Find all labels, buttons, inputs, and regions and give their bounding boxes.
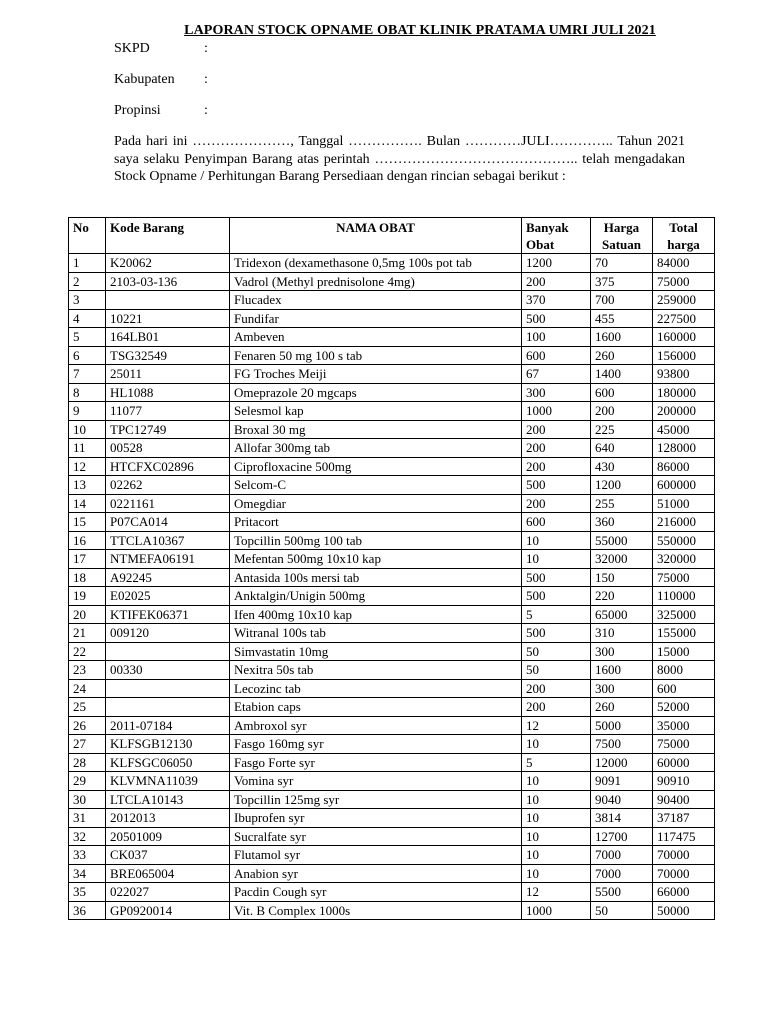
- cell-banyak-obat: 67: [522, 365, 591, 384]
- cell-harga-satuan: 360: [591, 513, 653, 532]
- cell-nama-obat: Flutamol syr: [230, 846, 522, 865]
- table-row: [69, 809, 715, 828]
- cell-nama-obat: Ifen 400mg 10x10 kap: [230, 605, 522, 624]
- table-row: [69, 587, 715, 606]
- cell-kode-barang: [106, 698, 230, 717]
- cell-harga-satuan: 32000: [591, 550, 653, 569]
- cell-nama-obat: Lecozinc tab: [230, 679, 522, 698]
- table-row: [69, 827, 715, 846]
- cell-kode-barang: KLFSGC06050: [106, 753, 230, 772]
- table-row: [69, 309, 715, 328]
- cell-banyak-obat: 300: [522, 383, 591, 402]
- cell-nama-obat: Topcillin 125mg syr: [230, 790, 522, 809]
- cell-no: 30: [69, 790, 106, 809]
- cell-nama-obat: Fasgo 160mg syr: [230, 735, 522, 754]
- table-row: [69, 661, 715, 680]
- cell-kode-barang: HL1088: [106, 383, 230, 402]
- cell-nama-obat: Ambeven: [230, 328, 522, 347]
- cell-harga-satuan: 300: [591, 679, 653, 698]
- cell-total-harga: 325000: [653, 605, 715, 624]
- cell-no: 16: [69, 531, 106, 550]
- cell-harga-satuan: 150: [591, 568, 653, 587]
- cell-banyak-obat: 100: [522, 328, 591, 347]
- cell-banyak-obat: 200: [522, 679, 591, 698]
- table-row: [69, 753, 715, 772]
- cell-no: 13: [69, 476, 106, 495]
- cell-nama-obat: Selesmol kap: [230, 402, 522, 421]
- cell-kode-barang: NTMEFA06191: [106, 550, 230, 569]
- cell-nama-obat: Anktalgin/Unigin 500mg: [230, 587, 522, 606]
- cell-total-harga: 50000: [653, 901, 715, 920]
- cell-banyak-obat: 50: [522, 661, 591, 680]
- cell-harga-satuan: 455: [591, 309, 653, 328]
- cell-banyak-obat: 10: [522, 735, 591, 754]
- cell-banyak-obat: 200: [522, 420, 591, 439]
- cell-banyak-obat: 1000: [522, 901, 591, 920]
- cell-nama-obat: Broxal 30 mg: [230, 420, 522, 439]
- cell-no: 27: [69, 735, 106, 754]
- cell-no: 12: [69, 457, 106, 476]
- cell-total-harga: 51000: [653, 494, 715, 513]
- cell-harga-satuan: 600: [591, 383, 653, 402]
- cell-harga-satuan: 310: [591, 624, 653, 643]
- cell-total-harga: 90400: [653, 790, 715, 809]
- cell-kode-barang: 25011: [106, 365, 230, 384]
- cell-banyak-obat: 200: [522, 698, 591, 717]
- intro-paragraph: Pada hari ini …………………, Tanggal ……………. Bulan …………JULI………….. Tahun 2021 saya selaku Penyimpan Barang atas perintah …………………………………….. telah mengadakan Stock Opname / Perhitungan Barang Persediaan dengan rincian sebagai berikut :: [114, 134, 685, 184]
- cell-no: 15: [69, 513, 106, 532]
- cell-total-harga: 128000: [653, 439, 715, 458]
- cell-kode-barang: CK037: [106, 846, 230, 865]
- cell-no: 6: [69, 346, 106, 365]
- cell-banyak-obat: 1200: [522, 254, 591, 273]
- cell-kode-barang: KTIFEK06371: [106, 605, 230, 624]
- table-header-row: [69, 218, 715, 254]
- cell-nama-obat: Simvastatin 10mg: [230, 642, 522, 661]
- cell-banyak-obat: 370: [522, 291, 591, 310]
- cell-kode-barang: 20501009: [106, 827, 230, 846]
- cell-harga-satuan: 1600: [591, 328, 653, 347]
- table-row: [69, 457, 715, 476]
- table-row: [69, 328, 715, 347]
- header-total-harga: Total harga: [653, 218, 715, 254]
- table-row: [69, 494, 715, 513]
- table-row: [69, 513, 715, 532]
- cell-banyak-obat: 10: [522, 550, 591, 569]
- cell-banyak-obat: 500: [522, 309, 591, 328]
- cell-no: 32: [69, 827, 106, 846]
- cell-total-harga: 45000: [653, 420, 715, 439]
- cell-no: 24: [69, 679, 106, 698]
- table-row: [69, 476, 715, 495]
- cell-nama-obat: Omegdiar: [230, 494, 522, 513]
- cell-nama-obat: Ciprofloxacine 500mg: [230, 457, 522, 476]
- meta-label: Kabupaten: [114, 72, 175, 87]
- cell-no: 23: [69, 661, 106, 680]
- cell-no: 18: [69, 568, 106, 587]
- header-no: No: [69, 218, 106, 254]
- cell-harga-satuan: 430: [591, 457, 653, 476]
- cell-no: 36: [69, 901, 106, 920]
- cell-no: 26: [69, 716, 106, 735]
- cell-no: 8: [69, 383, 106, 402]
- cell-nama-obat: Allofar 300mg tab: [230, 439, 522, 458]
- document-title: LAPORAN STOCK OPNAME OBAT KLINIK PRATAMA UMRI JULI 2021: [184, 23, 656, 38]
- table-row: [69, 698, 715, 717]
- cell-nama-obat: Selcom-C: [230, 476, 522, 495]
- cell-banyak-obat: 200: [522, 494, 591, 513]
- cell-nama-obat: Vit. B Complex 1000s: [230, 901, 522, 920]
- cell-kode-barang: KLFSGB12130: [106, 735, 230, 754]
- cell-no: 14: [69, 494, 106, 513]
- cell-banyak-obat: 500: [522, 568, 591, 587]
- cell-total-harga: 93800: [653, 365, 715, 384]
- table-row: [69, 735, 715, 754]
- cell-banyak-obat: 600: [522, 346, 591, 365]
- cell-nama-obat: Pacdin Cough syr: [230, 883, 522, 902]
- cell-no: 29: [69, 772, 106, 791]
- cell-nama-obat: Fasgo Forte syr: [230, 753, 522, 772]
- cell-total-harga: 35000: [653, 716, 715, 735]
- table-row: [69, 365, 715, 384]
- cell-no: 17: [69, 550, 106, 569]
- cell-total-harga: 75000: [653, 272, 715, 291]
- cell-total-harga: 70000: [653, 864, 715, 883]
- cell-kode-barang: A92245: [106, 568, 230, 587]
- cell-no: 35: [69, 883, 106, 902]
- cell-nama-obat: Flucadex: [230, 291, 522, 310]
- cell-total-harga: 66000: [653, 883, 715, 902]
- cell-kode-barang: TTCLA10367: [106, 531, 230, 550]
- cell-no: 2: [69, 272, 106, 291]
- cell-total-harga: 227500: [653, 309, 715, 328]
- cell-nama-obat: Mefentan 500mg 10x10 kap: [230, 550, 522, 569]
- cell-banyak-obat: 5: [522, 605, 591, 624]
- cell-total-harga: 259000: [653, 291, 715, 310]
- table-row: [69, 383, 715, 402]
- table-row: [69, 568, 715, 587]
- cell-banyak-obat: 500: [522, 476, 591, 495]
- stock-table: [68, 217, 715, 920]
- cell-banyak-obat: 500: [522, 624, 591, 643]
- cell-harga-satuan: 1200: [591, 476, 653, 495]
- header-nama-obat: NAMA OBAT: [230, 218, 522, 254]
- cell-no: 9: [69, 402, 106, 421]
- cell-harga-satuan: 12700: [591, 827, 653, 846]
- cell-total-harga: 156000: [653, 346, 715, 365]
- cell-banyak-obat: 10: [522, 772, 591, 791]
- cell-nama-obat: Fundifar: [230, 309, 522, 328]
- header-banyak-obat: Banyak Obat: [522, 218, 591, 254]
- meta-separator: :: [204, 41, 208, 56]
- cell-harga-satuan: 375: [591, 272, 653, 291]
- cell-harga-satuan: 225: [591, 420, 653, 439]
- cell-harga-satuan: 9040: [591, 790, 653, 809]
- cell-total-harga: 550000: [653, 531, 715, 550]
- cell-kode-barang: E02025: [106, 587, 230, 606]
- cell-kode-barang: 022027: [106, 883, 230, 902]
- cell-kode-barang: 009120: [106, 624, 230, 643]
- cell-banyak-obat: 200: [522, 272, 591, 291]
- cell-harga-satuan: 55000: [591, 531, 653, 550]
- cell-total-harga: 52000: [653, 698, 715, 717]
- cell-harga-satuan: 255: [591, 494, 653, 513]
- cell-banyak-obat: 12: [522, 883, 591, 902]
- cell-harga-satuan: 220: [591, 587, 653, 606]
- cell-nama-obat: Antasida 100s mersi tab: [230, 568, 522, 587]
- cell-nama-obat: Anabion syr: [230, 864, 522, 883]
- cell-total-harga: 600000: [653, 476, 715, 495]
- cell-kode-barang: [106, 291, 230, 310]
- cell-nama-obat: Etabion caps: [230, 698, 522, 717]
- cell-kode-barang: 2103-03-136: [106, 272, 230, 291]
- table-row: [69, 864, 715, 883]
- table-row: [69, 883, 715, 902]
- cell-banyak-obat: 10: [522, 531, 591, 550]
- cell-kode-barang: LTCLA10143: [106, 790, 230, 809]
- cell-banyak-obat: 1000: [522, 402, 591, 421]
- cell-total-harga: 600: [653, 679, 715, 698]
- cell-no: 31: [69, 809, 106, 828]
- cell-no: 21: [69, 624, 106, 643]
- cell-nama-obat: Vadrol (Methyl prednisolone 4mg): [230, 272, 522, 291]
- cell-total-harga: 75000: [653, 735, 715, 754]
- cell-banyak-obat: 5: [522, 753, 591, 772]
- cell-no: 1: [69, 254, 106, 273]
- header-harga-satuan: Harga Satuan: [591, 218, 653, 254]
- table-row: [69, 901, 715, 920]
- meta-skpd: [114, 41, 208, 57]
- cell-kode-barang: GP0920014: [106, 901, 230, 920]
- cell-banyak-obat: 50: [522, 642, 591, 661]
- cell-kode-barang: 00528: [106, 439, 230, 458]
- cell-banyak-obat: 10: [522, 846, 591, 865]
- cell-harga-satuan: 260: [591, 698, 653, 717]
- cell-total-harga: 200000: [653, 402, 715, 421]
- cell-total-harga: 37187: [653, 809, 715, 828]
- table-row: [69, 605, 715, 624]
- cell-no: 4: [69, 309, 106, 328]
- cell-banyak-obat: 10: [522, 809, 591, 828]
- cell-no: 7: [69, 365, 106, 384]
- cell-kode-barang: 10221: [106, 309, 230, 328]
- cell-nama-obat: Pritacort: [230, 513, 522, 532]
- cell-harga-satuan: 640: [591, 439, 653, 458]
- cell-no: 5: [69, 328, 106, 347]
- table-row: [69, 790, 715, 809]
- table-row: [69, 772, 715, 791]
- cell-nama-obat: FG Troches Meiji: [230, 365, 522, 384]
- table-row: [69, 642, 715, 661]
- cell-banyak-obat: 600: [522, 513, 591, 532]
- table-row: [69, 346, 715, 365]
- cell-kode-barang: [106, 679, 230, 698]
- cell-kode-barang: BRE065004: [106, 864, 230, 883]
- cell-kode-barang: KLVMNA11039: [106, 772, 230, 791]
- cell-nama-obat: Ambroxol syr: [230, 716, 522, 735]
- cell-no: 25: [69, 698, 106, 717]
- cell-harga-satuan: 50: [591, 901, 653, 920]
- cell-harga-satuan: 3814: [591, 809, 653, 828]
- cell-total-harga: 75000: [653, 568, 715, 587]
- cell-kode-barang: 00330: [106, 661, 230, 680]
- cell-nama-obat: Witranal 100s tab: [230, 624, 522, 643]
- cell-no: 28: [69, 753, 106, 772]
- table-row: [69, 420, 715, 439]
- cell-harga-satuan: 65000: [591, 605, 653, 624]
- table-row: [69, 679, 715, 698]
- cell-no: 20: [69, 605, 106, 624]
- cell-nama-obat: Vomina syr: [230, 772, 522, 791]
- cell-total-harga: 70000: [653, 846, 715, 865]
- cell-nama-obat: Nexitra 50s tab: [230, 661, 522, 680]
- cell-kode-barang: K20062: [106, 254, 230, 273]
- cell-no: 33: [69, 846, 106, 865]
- cell-banyak-obat: 500: [522, 587, 591, 606]
- cell-harga-satuan: 200: [591, 402, 653, 421]
- meta-label: Propinsi: [114, 103, 161, 118]
- cell-no: 3: [69, 291, 106, 310]
- cell-kode-barang: 0221161: [106, 494, 230, 513]
- cell-harga-satuan: 7000: [591, 846, 653, 865]
- cell-no: 19: [69, 587, 106, 606]
- cell-total-harga: 110000: [653, 587, 715, 606]
- cell-kode-barang: TSG32549: [106, 346, 230, 365]
- cell-harga-satuan: 300: [591, 642, 653, 661]
- cell-no: 11: [69, 439, 106, 458]
- table-row: [69, 550, 715, 569]
- cell-total-harga: 320000: [653, 550, 715, 569]
- table-row: [69, 439, 715, 458]
- cell-nama-obat: Sucralfate syr: [230, 827, 522, 846]
- cell-nama-obat: Ibuprofen syr: [230, 809, 522, 828]
- cell-harga-satuan: 5500: [591, 883, 653, 902]
- cell-banyak-obat: 10: [522, 790, 591, 809]
- table-row: [69, 291, 715, 310]
- cell-no: 22: [69, 642, 106, 661]
- cell-total-harga: 84000: [653, 254, 715, 273]
- cell-kode-barang: [106, 642, 230, 661]
- table-row: [69, 531, 715, 550]
- cell-harga-satuan: 700: [591, 291, 653, 310]
- cell-total-harga: 15000: [653, 642, 715, 661]
- cell-banyak-obat: 12: [522, 716, 591, 735]
- cell-kode-barang: P07CA014: [106, 513, 230, 532]
- cell-no: 10: [69, 420, 106, 439]
- cell-banyak-obat: 10: [522, 864, 591, 883]
- cell-harga-satuan: 7500: [591, 735, 653, 754]
- cell-banyak-obat: 200: [522, 439, 591, 458]
- cell-harga-satuan: 70: [591, 254, 653, 273]
- cell-kode-barang: 11077: [106, 402, 230, 421]
- cell-kode-barang: HTCFXC02896: [106, 457, 230, 476]
- cell-harga-satuan: 260: [591, 346, 653, 365]
- cell-total-harga: 8000: [653, 661, 715, 680]
- cell-harga-satuan: 9091: [591, 772, 653, 791]
- meta-label: SKPD: [114, 41, 150, 56]
- meta-kabupaten: [114, 72, 208, 88]
- cell-banyak-obat: 200: [522, 457, 591, 476]
- cell-nama-obat: Fenaren 50 mg 100 s tab: [230, 346, 522, 365]
- cell-total-harga: 90910: [653, 772, 715, 791]
- cell-total-harga: 180000: [653, 383, 715, 402]
- cell-nama-obat: Topcillin 500mg 100 tab: [230, 531, 522, 550]
- table-row: [69, 272, 715, 291]
- cell-total-harga: 160000: [653, 328, 715, 347]
- cell-total-harga: 86000: [653, 457, 715, 476]
- cell-total-harga: 155000: [653, 624, 715, 643]
- table-row: [69, 254, 715, 273]
- cell-harga-satuan: 1600: [591, 661, 653, 680]
- header-kode-barang: Kode Barang: [106, 218, 230, 254]
- cell-banyak-obat: 10: [522, 827, 591, 846]
- table-row: [69, 846, 715, 865]
- cell-kode-barang: 164LB01: [106, 328, 230, 347]
- cell-kode-barang: TPC12749: [106, 420, 230, 439]
- cell-total-harga: 60000: [653, 753, 715, 772]
- cell-nama-obat: Omeprazole 20 mgcaps: [230, 383, 522, 402]
- cell-harga-satuan: 1400: [591, 365, 653, 384]
- table-row: [69, 402, 715, 421]
- table-body: [69, 254, 715, 920]
- cell-harga-satuan: 12000: [591, 753, 653, 772]
- cell-kode-barang: 2011-07184: [106, 716, 230, 735]
- cell-total-harga: 117475: [653, 827, 715, 846]
- meta-separator: :: [204, 103, 208, 118]
- cell-harga-satuan: 5000: [591, 716, 653, 735]
- cell-harga-satuan: 7000: [591, 864, 653, 883]
- table-row: [69, 716, 715, 735]
- cell-kode-barang: 02262: [106, 476, 230, 495]
- cell-no: 34: [69, 864, 106, 883]
- cell-kode-barang: 2012013: [106, 809, 230, 828]
- meta-separator: :: [204, 72, 208, 87]
- cell-nama-obat: Tridexon (dexamethasone 0,5mg 100s pot tab: [230, 254, 522, 273]
- meta-propinsi: [114, 103, 208, 119]
- cell-total-harga: 216000: [653, 513, 715, 532]
- table-row: [69, 624, 715, 643]
